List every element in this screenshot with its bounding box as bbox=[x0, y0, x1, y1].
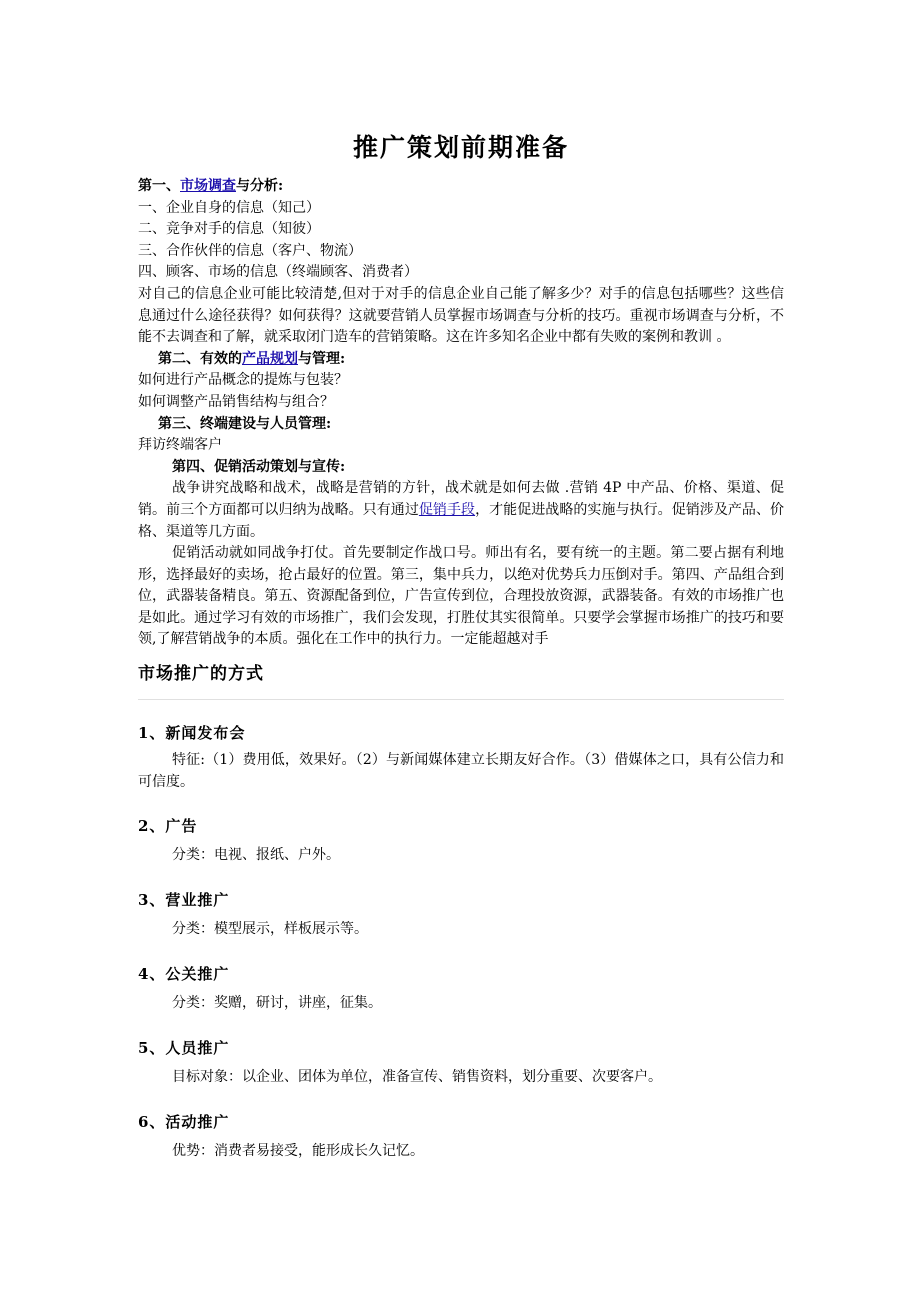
section-1-item: 三、合作伙伴的信息（客户、物流） bbox=[138, 242, 362, 259]
methods-title: 市场推广的方式 bbox=[138, 664, 264, 685]
section-1-item: 四、顾客、市场的信息（终端顾客、消费者） bbox=[138, 264, 418, 281]
section-2-heading bbox=[138, 349, 784, 371]
page-title: 推广策划前期准备 bbox=[352, 133, 569, 162]
promotion-means-link[interactable]: 促销手段 bbox=[418, 501, 476, 518]
document-page bbox=[138, 130, 784, 1163]
section-1-suffix: 与分析: bbox=[236, 178, 284, 194]
method-description: 分类：模型展示，样板展示等。 bbox=[172, 921, 368, 938]
method-item bbox=[138, 889, 784, 941]
section-divider bbox=[138, 699, 784, 700]
method-heading: 2、广告 bbox=[138, 817, 198, 836]
section-2-suffix: 与管理: bbox=[298, 350, 346, 367]
method-item bbox=[138, 722, 784, 793]
method-heading: 1、新闻发布会 bbox=[138, 724, 246, 743]
method-description: 目标对象：以企业、团体为单位，准备宣传、销售资料，划分重要、次要客户。 bbox=[172, 1069, 662, 1086]
section-4-paragraph-2: 促销活动就如同战争打仗。首先要制定作战口号。师出有名，要有统一的主题。第二要占据有利地形，选择最好的卖场，抢占最好的位置。第三，集中兵力，以绝对优势兵力压倒对手。第四、产品组合到位，武器装备精良。第五、资源配备到位，广告宣传到位，合理投放资源，武器装备。有效的市场推广也是如此。通过学习有效的市场推广，我们会发现，打胜仗其实很简单。只要学会掌握市场推广的技巧和要领,了解营销战争的本质。强化在工作中的执行力。一定能超越对手 bbox=[138, 545, 784, 648]
method-item bbox=[138, 1037, 784, 1089]
section-1-prefix: 第一、 bbox=[138, 178, 180, 194]
method-desc-part: 特征:（1）费用低，效果好。 bbox=[172, 752, 356, 769]
method-heading: 4、公关推广 bbox=[138, 965, 230, 984]
product-planning-link[interactable]: 产品规划 bbox=[242, 350, 298, 367]
method-description: 分类：电视、报纸、户外。 bbox=[172, 847, 340, 864]
section-4-p1-end: ，才能促进战略的实施与执行。促销涉及产品、价格、渠道等几方面。 bbox=[138, 501, 785, 540]
section-4-p1-start: 战争讲究战略和战术，战略是营销的方针，战术就是如何去做 .营销 4P 中产品、价格、渠道、促销。前三个方面都可以归纳为战略。只有通过 bbox=[138, 480, 784, 518]
method-description: 分类：奖赠，研讨，讲座，征集。 bbox=[172, 995, 382, 1012]
section-1-item: 一、企业自身的信息（知己） bbox=[138, 199, 320, 216]
method-heading: 3、营业推广 bbox=[138, 891, 230, 910]
section-1-paragraph: 对自己的信息企业可能比较清楚,但对于对手的信息企业自己能了解多少？对手的信息包括哪些？这些信息通过什么途径获得？如何获得？这就要营销人员掌握市场调查与分析的技巧。重视市场调查与分析，不能不去调查和了解，就采取闭门造车的营销策略。这在许多知名企业中都有失败的案例和教训 。 bbox=[138, 285, 784, 346]
method-item bbox=[138, 1111, 784, 1163]
section-3-heading: 第三、终端建设与人员管理: bbox=[158, 415, 332, 432]
method-heading: 5、人员推广 bbox=[138, 1039, 230, 1058]
section-2-prefix: 第二、有效的 bbox=[158, 350, 242, 367]
method-item bbox=[138, 815, 784, 867]
section-3-item: 拜访终端客户 bbox=[138, 437, 222, 454]
method-desc-part: （3）借媒体之口，具有公信力和可信度。 bbox=[138, 752, 785, 790]
section-2-item: 如何进行产品概念的提炼与包装？ bbox=[138, 372, 348, 389]
section-2-item: 如何调整产品销售结构与组合？ bbox=[138, 393, 334, 410]
section-4-heading: 第四、促销活动策划与宣传: bbox=[172, 458, 346, 475]
section-1-heading bbox=[138, 176, 784, 198]
section-4-paragraph-1 bbox=[138, 478, 784, 543]
market-research-link[interactable]: 市场调查 bbox=[180, 178, 236, 194]
section-1-item: 二、竞争对手的信息（知彼） bbox=[138, 221, 320, 238]
method-description: 优势：消费者易接受，能形成长久记忆。 bbox=[172, 1143, 424, 1160]
method-item bbox=[138, 963, 784, 1015]
method-desc-part: （2）与新闻媒体建立长期友好合作。 bbox=[355, 752, 585, 769]
method-description bbox=[138, 750, 784, 793]
method-heading: 6、活动推广 bbox=[138, 1113, 230, 1132]
